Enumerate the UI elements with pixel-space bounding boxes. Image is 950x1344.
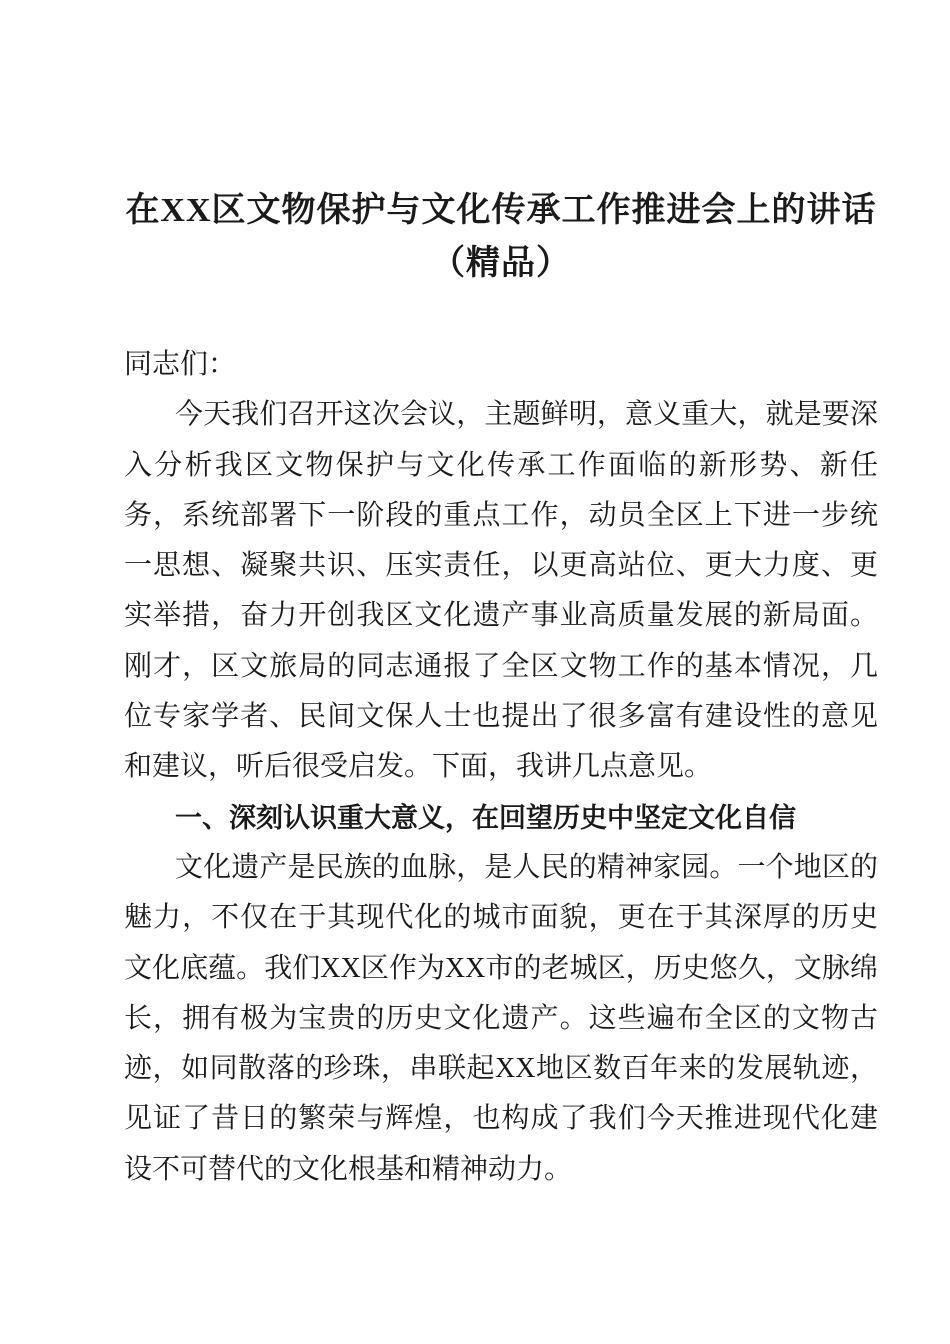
body-paragraph: 文化遗产是民族的血脉，是人民的精神家园。一个地区的魅力，不仅在于其现代化的城市面貌，更在于其深厚的历史文化底蕴。我们XX区作为XX市的老城区，历史悠久，文脉绵长，拥有极为宝贵的历史文化遗产。这些遍布全区的文物古迹，如同散落的珍珠，串联起XX地区数百年来的发展轨迹，见证了昔日的繁荣与辉煌，也构成了我们今天推进现代化建设不可替代的文化根基和精神动力。	[124, 851, 878, 1185]
body-paragraph: 今天我们召开这次会议，主题鲜明，意义重大，就是要深入分析我区文物保护与文化传承工作面临的新形势、新任务，系统部署下一阶段的重点工作，动员全区上下进一步统一思想、凝聚共识、压实责任，以更高站位、更大力度、更实举措，奋力开创我区文化遗产事业高质量发展的新局面。刚才，区文旅局的同志通报了全区文物工作的基本情况，几位专家学者、民间文保人士也提出了很多富有建设性的意见和建议，听后很受启发。下面，我讲几点意见。	[124, 399, 878, 783]
document-title	[124, 0, 878, 290]
document-body	[124, 340, 878, 1195]
document-content	[124, 0, 878, 1195]
document-title-line2: （精品）	[431, 245, 571, 282]
section-heading: 一、深刻认识重大意义，在回望历史中坚定文化自信	[175, 802, 796, 833]
document-title-line1: 在XX区文物保护与文化传承工作推进会上的讲话	[125, 192, 877, 229]
salutation: 同志们：	[124, 349, 237, 380]
